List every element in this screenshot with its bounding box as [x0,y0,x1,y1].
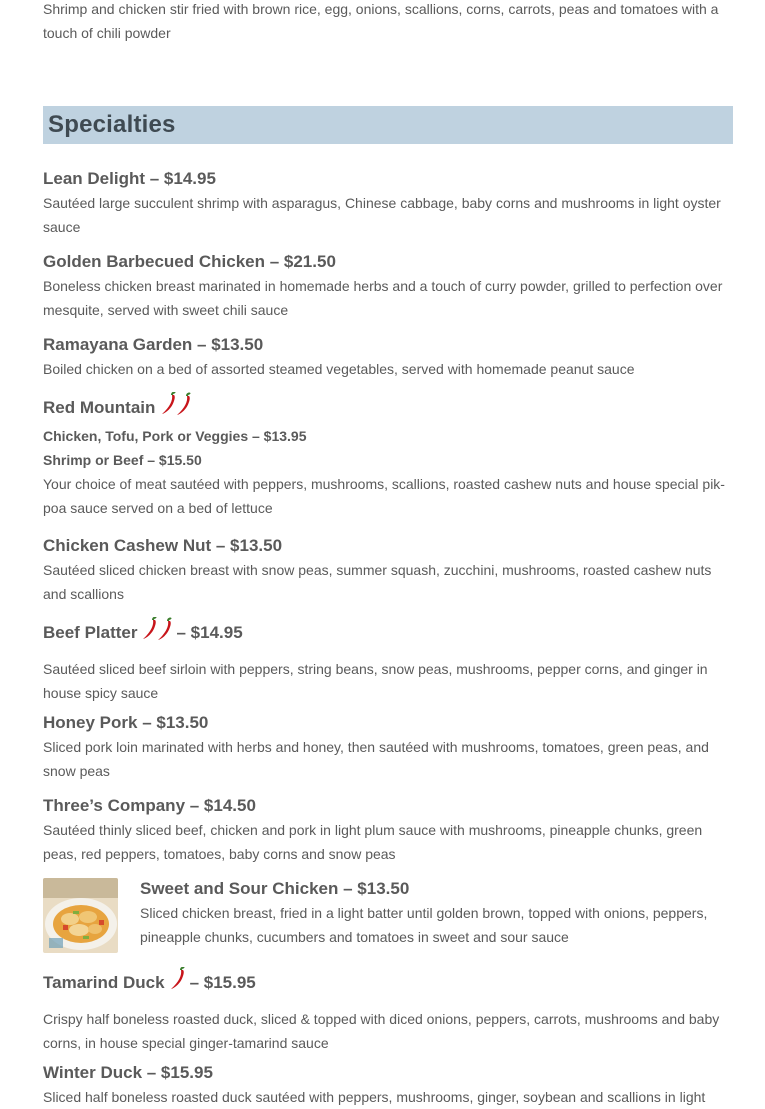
item-description: Sautéed sliced chicken breast with snow peas, summer squash, zucchini, mushrooms, roasted cashew nuts and scallions [43,562,712,602]
item-title-row [43,617,733,649]
item-title: Three’s Company – $14.50 [43,796,256,815]
menu-item [43,167,733,239]
menu-item [43,794,733,866]
chili-pepper-icon [140,617,174,650]
item-description: Sliced half boneless roasted duck sautéed with peppers, mushrooms, ginger, soybean and scallions in light [43,1089,706,1105]
menu-item [43,534,733,606]
item-title: Ramayana Garden – $13.50 [43,335,264,354]
item-title: Red Mountain [43,398,156,417]
section-header [43,106,733,144]
item-title-row [43,392,733,424]
section-title: Specialties [48,111,176,138]
item-description: Your choice of meat sautéed with peppers, mushrooms, scallions, roasted cashew nuts and house special pik-poa sauce served on a bed of lettuce [43,476,725,516]
item-title: Beef Platter [43,623,138,642]
menu-item [43,711,733,783]
item-title: Tamarind Duck [43,973,165,992]
item-description: Boneless chicken breast marinated in homemade herbs and a touch of curry powder, grilled to perfection over mesquite, served with sweet chili sauce [43,278,723,318]
item-description: Sautéed thinly sliced beef, chicken and pork in light plum sauce with mushrooms, pineapple chunks, green peas, red peppers, tomatoes, baby corns and snow peas [43,822,703,862]
menu-item [43,967,733,1055]
item-title-row [43,967,733,999]
item-description: Sliced chicken breast, fried in a light batter until golden brown, topped with onions, peppers, pineapple chunks, cucumbers and tomatoes in sweet and sour sauce [140,905,708,945]
item-title: Lean Delight – $14.95 [43,169,216,188]
item-price-line: Chicken, Tofu, Pork or Veggies – $13.95 [43,428,307,444]
item-description: Boiled chicken on a bed of assorted steamed vegetables, served with homemade peanut sauce [43,361,635,377]
item-title: Honey Pork – $13.50 [43,713,209,732]
item-description: Sautéed sliced beef sirloin with peppers, string beans, snow peas, mushrooms, pepper corns, and ginger in house spicy sauce [43,661,708,701]
item-price: – $14.95 [176,623,243,642]
item-description: Crispy half boneless roasted duck, sliced & topped with diced onions, peppers, carrots, mushrooms and baby corns, in house special ginger-tamarind sauce [43,1011,720,1051]
item-title: Chicken Cashew Nut – $13.50 [43,536,283,555]
chili-pepper-icon [159,392,193,425]
item-title: Winter Duck – $15.95 [43,1063,213,1082]
item-description: Sautéed large succulent shrimp with asparagus, Chinese cabbage, baby corns and mushrooms in light oyster sauce [43,195,721,235]
menu-item [43,250,733,322]
item-description: Sliced pork loin marinated with herbs and honey, then sautéed with mushrooms, tomatoes, green peas, and snow peas [43,739,709,779]
menu-content [43,0,733,1105]
item-title: Sweet and Sour Chicken – $13.50 [140,879,410,898]
intro-description: Shrimp and chicken stir fried with brown rice, egg, onions, scallions, corns, carrots, peas and tomatoes with a touch of chili powder [43,1,719,41]
chili-pepper-icon [168,967,187,1000]
item-price: – $15.95 [189,973,256,992]
menu-item [43,1061,733,1109]
item-title: Golden Barbecued Chicken – $21.50 [43,252,336,271]
dish-photo[interactable] [43,878,118,953]
menu-item [43,617,733,705]
menu-item [43,333,733,381]
menu-item [43,392,733,520]
item-price-line: Shrimp or Beef – $15.50 [43,452,202,468]
